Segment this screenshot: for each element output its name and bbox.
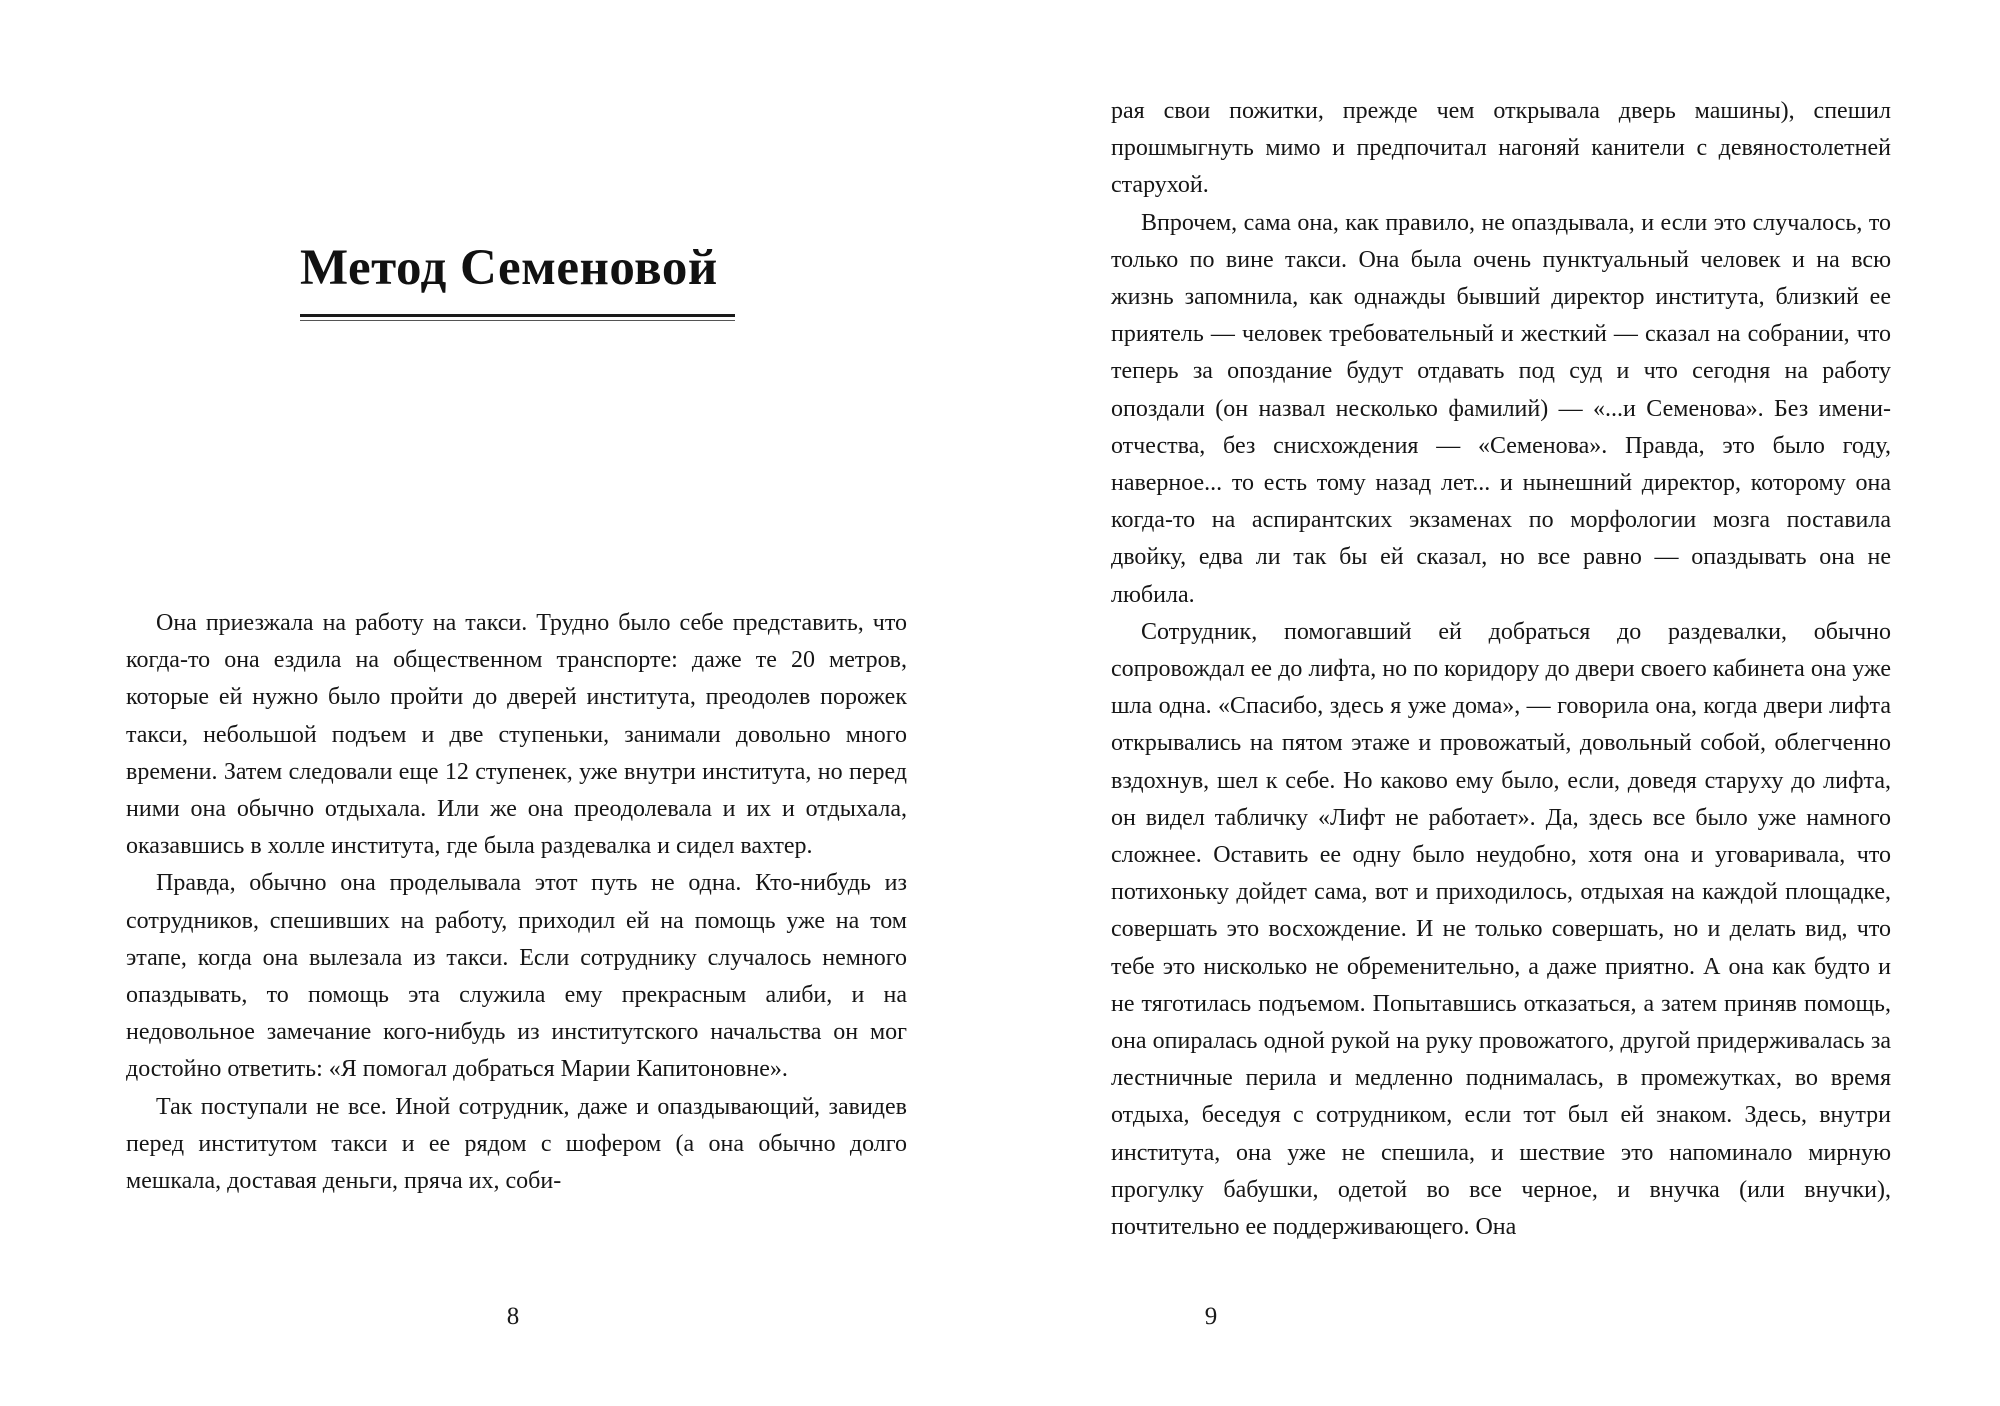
left-page-body [126, 605, 907, 1200]
paragraph: Так поступали не все. Иной сотрудник, даже и опаздывающий, завидев перед институтом такси и ее рядом с шофером (а она обычно долго мешкала, доставая деньги, пряча их, соби- [126, 1093, 907, 1195]
paragraph: Правда, обычно она проделывала этот путь не одна. Кто-нибудь из сотрудников, спешивших на работу, приходил ей на помощь уже на том этапе, когда она вылезала из такси. Если сотруднику случалось немного опаздывать, то помощь эта служила ему прекрасным алиби, и на недовольное замечание кого-нибудь из институтского начальства он мог достойно ответить: «Я помогал добраться Марии Капитоновне». [126, 870, 907, 1083]
paragraph: Она приезжала на работу на такси. Трудно было себе представить, что когда-то она ездила на общественном транспорте: даже те 20 метров, которые ей нужно было пройти до дверей института, преодолев порожек такси, небольшой подъем и две ступеньки, занимали довольно много времени. Затем следовали еще 12 ступенек, уже внутри института, но перед ними она обычно отдыхала. Или же она преодолевала и их и отдыхала, оказавшись в холле института, где была раздевалка и сидел вахтер. [126, 610, 907, 860]
paragraph: Впрочем, сама она, как правило, не опаздывала, и если это случалось, то только по вине такси. Она была очень пунктуальный человек и на всю жизнь запомнила, как однажды бывший директор института, близкий ее приятель — человек требовательный и жесткий — сказал на собрании, что теперь за опоздание будут отдавать под суд и что сегодня на работу опоздали (он назвал несколько фамилий) — «...и Семенова». Без имени-отчества, без снисхождения — «Семенова». Правда, это было году, наверное... то есть тому назад лет... и нынешний директор, которому она когда-то на аспирантских экзаменах по морфологии мозга поставила двойку, едва ли так бы ей сказал, но все равно — опаздывать она не любила. [1111, 209, 1891, 608]
page-number: 8 [506, 1303, 520, 1330]
paragraph-continuation: рая свои пожитки, прежде чем открывала дверь машины), спешил прошмыгнуть мимо и предпочитал нагоняй канители с девяностолетней старухой. [1111, 98, 1891, 199]
title-double-rule [300, 314, 735, 323]
right-page [1000, 0, 2000, 1406]
title-rule-thin-line [300, 320, 735, 321]
page-number: 9 [1204, 1303, 1218, 1330]
right-page-body [1111, 93, 1891, 1246]
paragraph: Сотрудник, помогавший ей добраться до раздевалки, обычно сопровождал ее до лифта, но по коридору до двери своего кабинета она уже шла одна. «Спасибо, здесь я уже дома», — говорила она, когда двери лифта открывались на пятом этаже и провожатый, довольный собой, облегченно вздохнув, шел к себе. Но каково ему было, если, доведя старуху до лифта, он видел табличку «Лифт не работает». Да, здесь все было уже намного сложнее. Оставить ее одну было неудобно, хотя она и уговаривала, что потихоньку дойдет сама, вот и приходилось, отдыхая на каждой площадке, совершать это восхождение. И не только совершать, но и делать вид, что тебе это нисколько не обременительно, а даже приятно. А она как будто и не тяготилась подъемом. Попытавшись отказаться, а затем приняв помощь, она опиралась одной рукой на руку провожатого, другой придерживалась за лестничные перила и медленно поднималась, в промежутках, во время отдыха, беседуя с сотрудником, если тот был ей знаком. Здесь, внутри института, она уже не спешила, и шествие это напоминало мирную прогулку бабушки, одетой во все черное, и внучка (или внучки), почтительно ее поддерживающего. Она [1111, 618, 1891, 1241]
title-rule-thick-line [300, 314, 735, 317]
chapter-title: Метод Семеновой [300, 240, 718, 296]
